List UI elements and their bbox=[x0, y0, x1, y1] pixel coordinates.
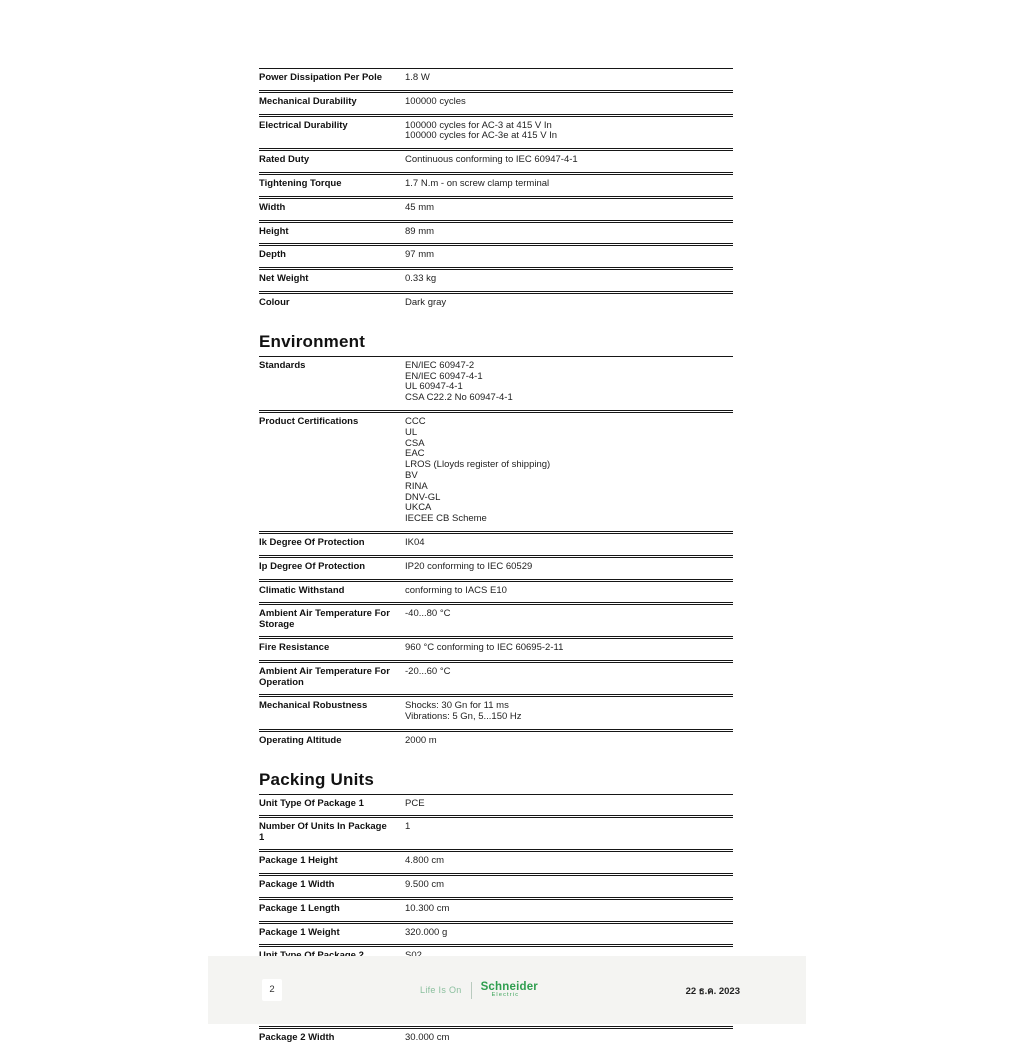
spec-value bbox=[405, 667, 733, 688]
footer-date: 22 ธ.ค. 2023 bbox=[685, 986, 740, 997]
spec-label: Ambient Air Temperature For Storage bbox=[259, 608, 390, 630]
logo-divider bbox=[471, 982, 472, 999]
brand-subname: Electric bbox=[491, 992, 520, 998]
spec-label: Mechanical Durability bbox=[259, 95, 357, 107]
spec-section bbox=[259, 68, 733, 315]
spec-value-line: Dark gray bbox=[405, 296, 447, 308]
spec-value bbox=[405, 73, 733, 84]
spec-row bbox=[259, 198, 733, 221]
spec-row bbox=[259, 662, 733, 695]
spec-value-line: conforming to IACS E10 bbox=[405, 584, 507, 596]
spec-row bbox=[259, 638, 733, 661]
spec-value-line: RINA bbox=[405, 480, 428, 492]
spec-value bbox=[405, 298, 733, 309]
spec-value bbox=[405, 361, 733, 404]
spec-row bbox=[259, 875, 733, 898]
spec-value bbox=[405, 822, 733, 843]
spec-label: Climatic Withstand bbox=[259, 584, 345, 596]
spec-row bbox=[259, 817, 733, 850]
spec-value bbox=[405, 203, 733, 214]
spec-value-line: BV bbox=[405, 469, 418, 481]
spec-value bbox=[405, 562, 733, 573]
spec-label: Tightening Torque bbox=[259, 177, 342, 189]
spec-label: Net Weight bbox=[259, 273, 309, 285]
spec-label: Operating Altitude bbox=[259, 734, 342, 746]
spec-label: Ip Degree Of Protection bbox=[259, 560, 366, 572]
spec-value bbox=[405, 928, 733, 939]
spec-value-line: CSA bbox=[405, 437, 425, 449]
spec-value-line: 97 mm bbox=[405, 249, 435, 261]
spec-value-line: 320.000 g bbox=[405, 926, 448, 938]
spec-value bbox=[405, 417, 733, 525]
spec-value bbox=[405, 904, 733, 915]
section-heading: Environment bbox=[259, 331, 366, 351]
spec-value-line: 100000 cycles for AC-3 at 415 V In bbox=[405, 119, 552, 131]
spec-value bbox=[405, 155, 733, 166]
spec-label: Unit Type Of Package 1 bbox=[259, 797, 364, 809]
spec-value bbox=[405, 736, 733, 747]
spec-label: Mechanical Robustness bbox=[259, 700, 368, 712]
spec-value bbox=[405, 701, 733, 723]
spec-label: Width bbox=[259, 201, 286, 213]
spec-label: Package 1 Length bbox=[259, 902, 340, 914]
spec-row bbox=[259, 269, 733, 292]
spec-label: Product Certifications bbox=[259, 415, 359, 427]
spec-value-line: DNV-GL bbox=[405, 491, 441, 503]
spec-label: Colour bbox=[259, 296, 290, 308]
spec-value-line: PCE bbox=[405, 797, 425, 809]
spec-row bbox=[259, 557, 733, 580]
spec-value-line: CSA C22.2 No 60947-4-1 bbox=[405, 392, 513, 404]
spec-row bbox=[259, 245, 733, 268]
spec-label: Package 1 Width bbox=[259, 879, 335, 891]
spec-label: Fire Resistance bbox=[259, 642, 330, 654]
spec-row bbox=[259, 696, 733, 730]
spec-value-line: 1.7 N.m - on screw clamp terminal bbox=[405, 177, 550, 189]
spec-section bbox=[259, 332, 733, 753]
spec-row bbox=[259, 116, 733, 150]
spec-value-line: 2000 m bbox=[405, 734, 437, 746]
spec-row bbox=[259, 1028, 733, 1050]
spec-value-line: Continuous conforming to IEC 60947-4-1 bbox=[405, 154, 578, 166]
spec-value bbox=[405, 274, 733, 285]
spec-value-line: IECEE CB Scheme bbox=[405, 513, 487, 525]
spec-value-line: UL bbox=[405, 426, 418, 438]
brand-name: Schneider bbox=[480, 980, 538, 993]
spec-value bbox=[405, 1033, 733, 1044]
spec-value bbox=[405, 799, 733, 810]
spec-label: Standards bbox=[259, 359, 306, 371]
spec-row bbox=[259, 581, 733, 604]
spec-label: Ik Degree Of Protection bbox=[259, 536, 365, 548]
spec-value bbox=[405, 121, 733, 143]
spec-value bbox=[405, 250, 733, 261]
spec-label: Power Dissipation Per Pole bbox=[259, 72, 383, 83]
spec-value-line: UL 60947-4-1 bbox=[405, 381, 463, 393]
spec-row bbox=[259, 533, 733, 556]
spec-value bbox=[405, 538, 733, 549]
spec-value-line: 0.33 kg bbox=[405, 273, 437, 285]
spec-value-line: -40...80 °C bbox=[405, 608, 451, 620]
schneider-logo bbox=[208, 956, 750, 1024]
spec-value-line: EAC bbox=[405, 448, 425, 460]
spec-value-line: Shocks: 30 Gn for 11 ms bbox=[405, 700, 509, 712]
spec-row bbox=[259, 604, 733, 637]
spec-value-line: -20...60 °C bbox=[405, 666, 451, 678]
spec-value-line: EN/IEC 60947-2 bbox=[405, 359, 475, 371]
spec-value-line: UKCA bbox=[405, 502, 432, 514]
spec-value-line: 100000 cycles bbox=[405, 95, 466, 107]
spec-value bbox=[405, 586, 733, 597]
spec-row bbox=[259, 899, 733, 922]
spec-value-line: IP20 conforming to IEC 60529 bbox=[405, 560, 533, 572]
spec-value-line: 45 mm bbox=[405, 201, 435, 213]
spec-row bbox=[259, 222, 733, 245]
spec-value-line: 9.500 cm bbox=[405, 879, 445, 891]
spec-row bbox=[259, 150, 733, 173]
spec-row bbox=[259, 68, 733, 91]
spec-row bbox=[259, 293, 733, 315]
spec-row bbox=[259, 412, 733, 532]
spec-content bbox=[259, 68, 733, 1050]
spec-value-line: Vibrations: 5 Gn, 5...150 Hz bbox=[405, 710, 522, 722]
spec-row bbox=[259, 923, 733, 946]
spec-label: Depth bbox=[259, 249, 286, 261]
spec-value bbox=[405, 609, 733, 630]
spec-label: Ambient Air Temperature For Operation bbox=[259, 666, 390, 688]
spec-value-line: 89 mm bbox=[405, 225, 435, 237]
spec-label: Electrical Durability bbox=[259, 119, 348, 131]
section-heading: Packing Units bbox=[259, 769, 375, 789]
spec-label: Package 1 Height bbox=[259, 855, 338, 867]
spec-value bbox=[405, 179, 733, 190]
spec-value-line: 30.000 cm bbox=[405, 1032, 450, 1044]
brand-wordmark bbox=[481, 982, 538, 999]
spec-value bbox=[405, 643, 733, 654]
page-number: 2 bbox=[262, 979, 282, 1001]
spec-value-line: 960 °C conforming to IEC 60695-2-11 bbox=[405, 642, 564, 654]
spec-row bbox=[259, 174, 733, 197]
spec-value bbox=[405, 880, 733, 891]
spec-value-line: EN/IEC 60947-4-1 bbox=[405, 370, 483, 382]
spec-value bbox=[405, 97, 733, 108]
spec-value-line: 1 bbox=[405, 821, 411, 833]
life-is-on-tagline: Life Is On bbox=[420, 985, 462, 995]
spec-value bbox=[405, 856, 733, 867]
spec-row bbox=[259, 794, 733, 817]
spec-label: Rated Duty bbox=[259, 154, 310, 166]
spec-value-line: LROS (Lloyds register of shipping) bbox=[405, 459, 551, 471]
spec-value-line: 100000 cycles for AC-3e at 415 V In bbox=[405, 130, 558, 142]
spec-table bbox=[259, 68, 733, 315]
spec-label: Package 1 Weight bbox=[259, 926, 340, 938]
spec-row bbox=[259, 92, 733, 115]
spec-row bbox=[259, 356, 733, 411]
spec-row bbox=[259, 851, 733, 874]
spec-table bbox=[259, 356, 733, 753]
spec-value bbox=[405, 227, 733, 238]
spec-label: Package 2 Width bbox=[259, 1032, 335, 1044]
spec-label: Height bbox=[259, 225, 289, 237]
spec-value-line: 4.800 cm bbox=[405, 855, 445, 867]
page-footer bbox=[208, 956, 806, 1024]
spec-value-line: 1.8 W bbox=[405, 72, 430, 83]
spec-value-line: IK04 bbox=[405, 536, 425, 548]
spec-value-line: CCC bbox=[405, 415, 426, 427]
spec-label: Number Of Units In Package 1 bbox=[259, 821, 387, 843]
spec-value-line: 10.300 cm bbox=[405, 902, 450, 914]
spec-row bbox=[259, 731, 733, 753]
